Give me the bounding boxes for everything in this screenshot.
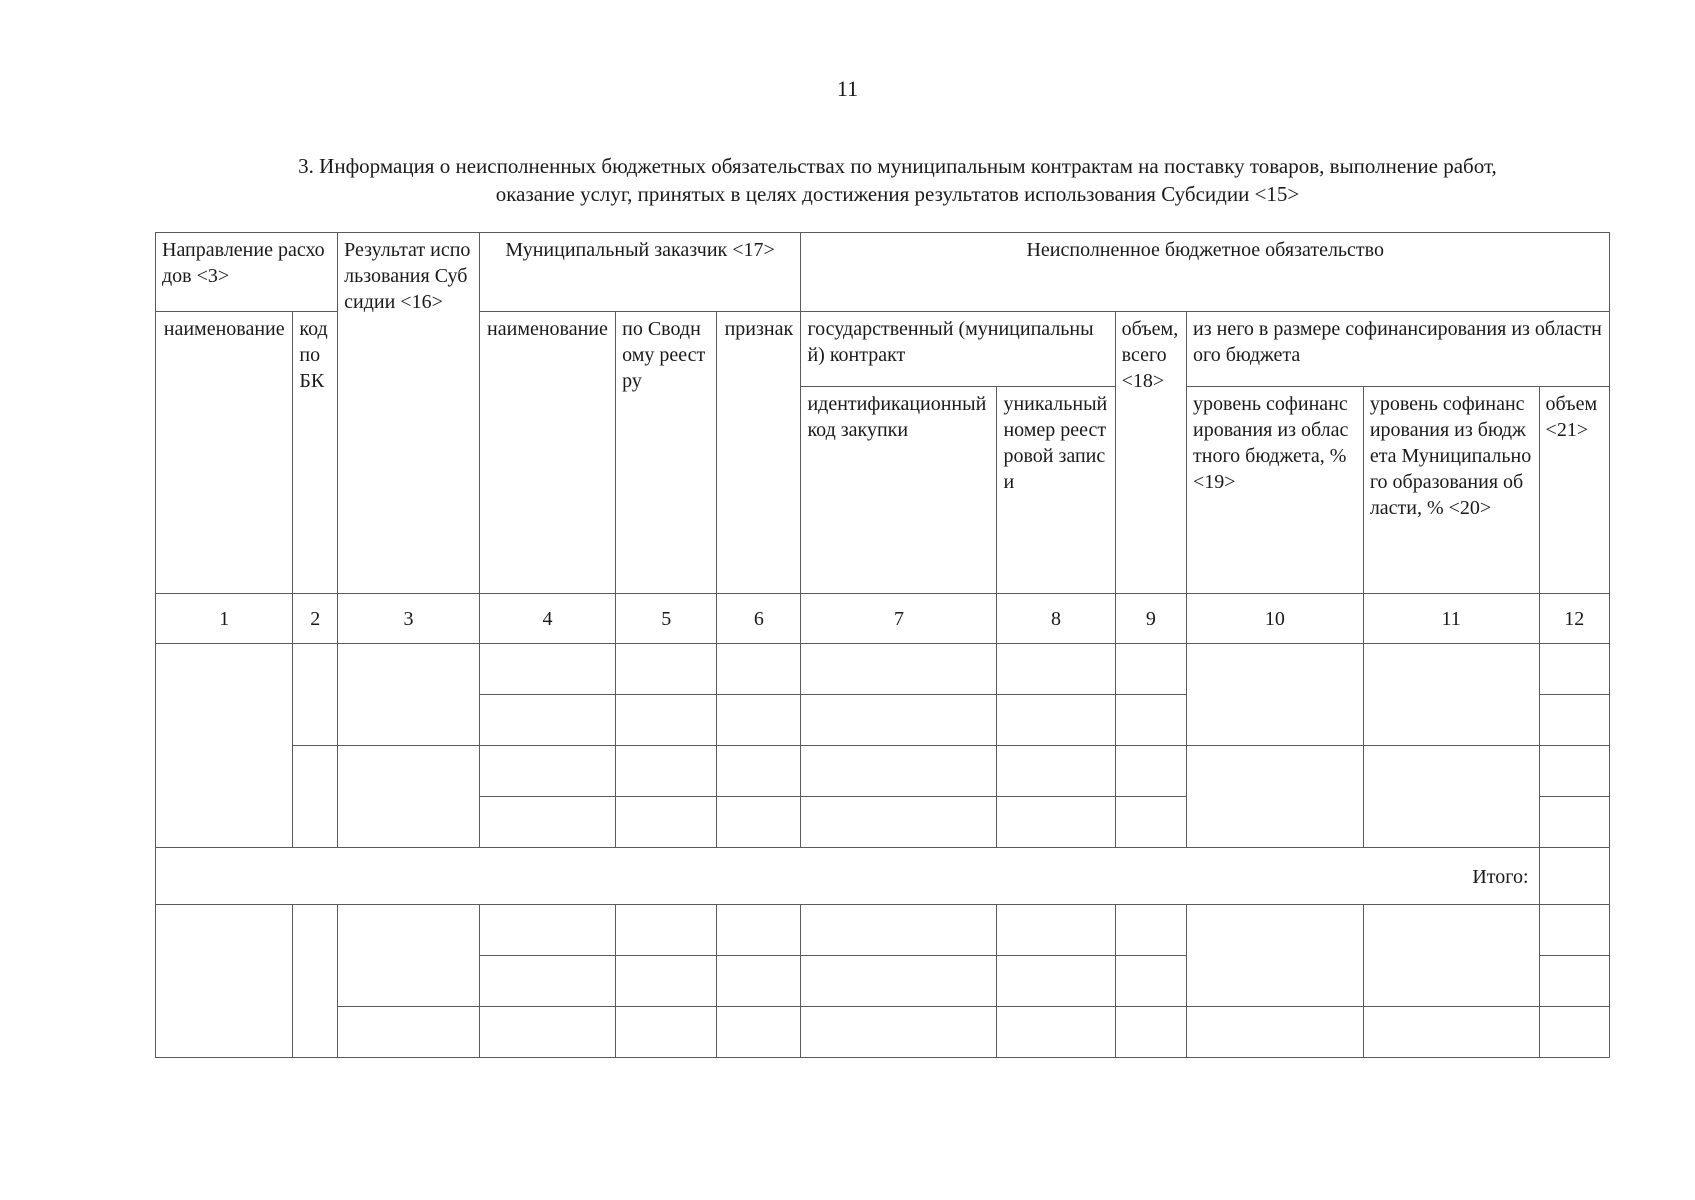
header-cofinancing-volume: объем <21>: [1539, 387, 1609, 594]
column-number: 2: [293, 594, 338, 644]
blank-cell: [1115, 1007, 1186, 1058]
blank-cell: [1539, 746, 1609, 797]
blank-cell: [1363, 644, 1539, 746]
header-cofinancing-level-regional: уровень софинансирования из областного бюджета, % <19>: [1187, 387, 1364, 594]
blank-cell: [997, 905, 1115, 956]
table-row: [156, 1007, 1610, 1058]
blank-cell: [801, 797, 997, 848]
header-registry-record-number: уникальный номер реестровой записи: [997, 387, 1115, 594]
blank-cell: [1539, 797, 1609, 848]
blank-cell: [1539, 695, 1609, 746]
header-consolidated-registry: по Сводному реестру: [616, 312, 717, 594]
header-expense-name: наименование: [156, 312, 293, 594]
blank-cell: [997, 797, 1115, 848]
blank-cell: [1539, 1007, 1609, 1058]
blank-cell: [338, 1007, 480, 1058]
header-customer-name: наименование: [479, 312, 615, 594]
blank-cell: [338, 746, 480, 848]
column-number: 12: [1539, 594, 1609, 644]
column-number: 4: [479, 594, 615, 644]
blank-cell: [479, 1007, 615, 1058]
blank-cell: [338, 905, 480, 1007]
column-number: 9: [1115, 594, 1186, 644]
header-unfulfilled-obligation: Неисполненное бюджетное обязательство: [801, 233, 1610, 312]
blank-cell: [1539, 905, 1609, 956]
blank-cell: [717, 956, 801, 1007]
blank-cell: [801, 746, 997, 797]
table-row: [156, 905, 1610, 956]
blank-cell: [479, 797, 615, 848]
blank-cell: [801, 956, 997, 1007]
blank-cell: [717, 905, 801, 956]
blank-cell: [1115, 797, 1186, 848]
blank-cell: [293, 905, 338, 1058]
blank-cell: [479, 644, 615, 695]
blank-cell: [1363, 1007, 1539, 1058]
blank-cell: [616, 695, 717, 746]
column-number: 7: [801, 594, 997, 644]
header-procurement-id-code: идентификационный код закупки: [801, 387, 997, 594]
blank-cell: [801, 1007, 997, 1058]
blank-cell: [997, 956, 1115, 1007]
blank-cell: [1539, 956, 1609, 1007]
blank-cell: [1115, 746, 1186, 797]
blank-cell: [997, 695, 1115, 746]
unfulfilled-obligations-table: [155, 232, 1610, 1058]
blank-cell: [997, 644, 1115, 695]
table-row: [156, 644, 1610, 695]
column-number: 5: [616, 594, 717, 644]
blank-cell: [293, 644, 338, 746]
blank-cell: [156, 905, 293, 1058]
blank-cell: [616, 644, 717, 695]
header-state-contract: государственный (муниципальный) контракт: [801, 312, 1115, 387]
page-number: 11: [836, 76, 859, 101]
total-value-cell: [1539, 848, 1609, 905]
blank-cell: [1363, 905, 1539, 1007]
blank-cell: [616, 1007, 717, 1058]
blank-cell: [717, 695, 801, 746]
total-label: Итого:: [156, 848, 1540, 905]
column-number: 8: [997, 594, 1115, 644]
header-expense-direction: Направление расходов <3>: [156, 233, 338, 312]
column-number: 3: [338, 594, 480, 644]
blank-cell: [1539, 644, 1609, 695]
section-title-line-2: оказание услуг, принятых в целях достижения результатов использования Субсидии <15>: [495, 182, 1300, 206]
blank-cell: [479, 695, 615, 746]
blank-cell: [1187, 905, 1364, 1007]
blank-cell: [293, 746, 338, 848]
blank-cell: [616, 905, 717, 956]
blank-cell: [479, 746, 615, 797]
header-subsidy-result: Результат использования Субсидии <16>: [338, 233, 480, 594]
header-bk-code: код по БК: [293, 312, 338, 594]
blank-cell: [1187, 644, 1364, 746]
blank-cell: [717, 1007, 801, 1058]
header-municipal-customer: Муниципальный заказчик <17>: [479, 233, 801, 312]
blank-cell: [616, 797, 717, 848]
column-number: 1: [156, 594, 293, 644]
header-total-volume: объем, всего <18>: [1115, 312, 1186, 594]
blank-cell: [616, 746, 717, 797]
blank-cell: [616, 956, 717, 1007]
total-row: [156, 848, 1610, 905]
blank-cell: [156, 644, 293, 848]
blank-cell: [717, 644, 801, 695]
column-number: 10: [1187, 594, 1364, 644]
blank-cell: [1115, 905, 1186, 956]
header-cofinancing-part: из него в размере софинансирования из областного бюджета: [1187, 312, 1610, 387]
section-title-line-1: 3. Информация о неисполненных бюджетных обязательствах по муниципальным контрактам на поставку товаров, выполнение работ,: [298, 154, 1497, 178]
table-row: [156, 746, 1610, 797]
header-attribute: признак: [717, 312, 801, 594]
blank-cell: [338, 644, 480, 746]
blank-cell: [1363, 746, 1539, 848]
blank-cell: [717, 746, 801, 797]
blank-cell: [479, 956, 615, 1007]
column-numbers-row: [156, 594, 1610, 644]
blank-cell: [801, 905, 997, 956]
blank-cell: [1115, 695, 1186, 746]
section-title: [150, 152, 1645, 208]
blank-cell: [1115, 644, 1186, 695]
header-cofinancing-level-municipal: уровень софинансирования из бюджета Муниципального образования области, % <20>: [1363, 387, 1539, 594]
blank-cell: [1187, 746, 1364, 848]
blank-cell: [1115, 956, 1186, 1007]
blank-cell: [717, 797, 801, 848]
blank-cell: [997, 746, 1115, 797]
column-number: 6: [717, 594, 801, 644]
blank-cell: [801, 644, 997, 695]
blank-cell: [997, 1007, 1115, 1058]
column-number: 11: [1363, 594, 1539, 644]
blank-cell: [479, 905, 615, 956]
blank-cell: [1187, 1007, 1364, 1058]
blank-cell: [801, 695, 997, 746]
